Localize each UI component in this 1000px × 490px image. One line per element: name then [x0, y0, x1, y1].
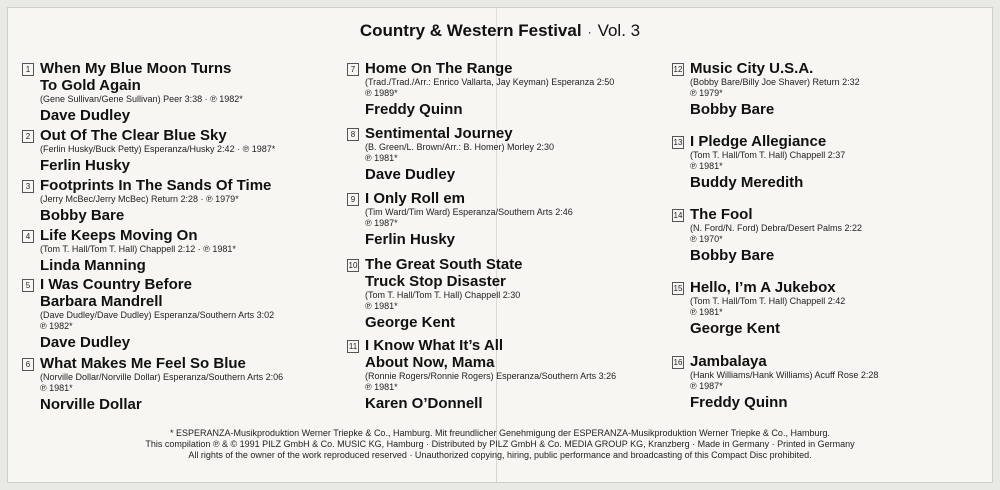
song-title: Out Of The Clear Blue Sky	[40, 127, 227, 144]
track-10	[347, 256, 657, 331]
footer-line-1: * ESPERANZA-Musikproduktion Werner Triepke & Co., Hamburg. Mit freundlicher Genehmigung der ESPERANZA-Musikproduktion Werner Triepke & Co., Hamburg.	[170, 428, 830, 438]
song-credits: (Trad./Trad./Arr.: Enrico Vallarta, Jay Keyman) Esperanza 2:50 ℗ 1989*	[365, 77, 615, 98]
song-title: Jambalaya	[690, 353, 767, 370]
song-credits: (Ronnie Rogers/Ronnie Rogers) Esperanza/Southern Arts 3:26 ℗ 1981*	[365, 371, 617, 392]
track-2	[22, 127, 342, 174]
track-number: 10	[348, 261, 358, 270]
track-6	[22, 355, 342, 413]
track-9	[347, 190, 657, 248]
track-16	[672, 353, 982, 411]
song-credits: (Bobby Bare/Billy Joe Shaver) Return 2:32 ℗ 1979*	[690, 77, 860, 98]
track-number: 14	[673, 211, 683, 220]
track-number: 7	[347, 63, 359, 76]
artist-name: Norville Dollar	[40, 396, 142, 413]
track-8	[347, 125, 657, 183]
track-number: 15	[673, 284, 683, 293]
song-title: I Was Country Before Barbara Mandrell	[40, 276, 192, 310]
track-7	[347, 60, 657, 118]
track-number: 16	[673, 358, 683, 367]
track-13	[672, 133, 982, 191]
song-title: The Great South State Truck Stop Disaster	[365, 256, 523, 290]
footer-line-3: All rights of the owner of the work reproduced reserved · Unauthorized copying, hiring, public performance and broadcasting of this Compact Disc prohibited.	[188, 450, 812, 460]
artist-name: Linda Manning	[40, 257, 146, 274]
footer-line-2: This compilation ℗ & © 1991 PILZ GmbH & Co. MUSIC KG, Hamburg · Distributed by PILZ GmbH & Co. MEDIA GROUP KG, Kranzberg · Made in Germany · Printed in Germany	[145, 439, 855, 449]
track-15	[672, 279, 982, 337]
artist-name: Bobby Bare	[690, 247, 775, 264]
song-title: Home On The Range	[365, 60, 513, 77]
track-number: 8	[347, 128, 359, 141]
song-title: Hello, I’m A Jukebox	[690, 279, 836, 296]
album-title-text: Country & Western Festival	[359, 21, 582, 40]
track-14	[672, 206, 982, 264]
copyright-footer	[8, 428, 992, 461]
artist-name: Bobby Bare	[690, 101, 775, 118]
song-credits: (Jerry McBec/Jerry McBec) Return 2:28 · ℗ 1979*	[40, 194, 239, 204]
cd-inlay-card	[7, 7, 993, 483]
artist-name: Dave Dudley	[365, 166, 456, 183]
artist-name: Bobby Bare	[40, 207, 125, 224]
song-credits: (Dave Dudley/Dave Dudley) Esperanza/Southern Arts 3:02 ℗ 1982*	[40, 310, 275, 331]
song-credits: (Norville Dollar/Norville Dollar) Esperanza/Southern Arts 2:06 ℗ 1981*	[40, 372, 284, 393]
song-credits: (Ferlin Husky/Buck Petty) Esperanza/Husky 2:42 · ℗ 1987*	[40, 144, 276, 154]
track-3	[22, 177, 342, 224]
track-number: 2	[22, 130, 34, 143]
artist-name: Freddy Quinn	[690, 394, 788, 411]
track-number: 12	[673, 65, 683, 74]
track-11	[347, 337, 657, 412]
song-title: The Fool	[690, 206, 753, 223]
song-title: I Only Roll em	[365, 190, 466, 207]
volume-label: Vol. 3	[597, 21, 641, 40]
artist-name: Dave Dudley	[40, 107, 131, 124]
artist-name: Karen O’Donnell	[365, 395, 483, 412]
song-title: Sentimental Journey	[365, 125, 513, 142]
song-credits: (Gene Sullivan/Gene Sullivan) Peer 3:38 · ℗ 1982*	[40, 94, 243, 104]
song-credits: (Hank Williams/Hank Williams) Acuff Rose 2:28 ℗ 1987*	[690, 370, 879, 391]
song-title: I Know What It’s All About Now, Mama	[365, 337, 504, 371]
song-credits: (Tim Ward/Tim Ward) Esperanza/Southern Arts 2:46 ℗ 1987*	[365, 207, 573, 228]
song-title: Footprints In The Sands Of Time	[40, 177, 272, 194]
artist-name: Ferlin Husky	[40, 157, 131, 174]
song-title: I Pledge Allegiance	[690, 133, 827, 150]
track-number: 5	[22, 279, 34, 292]
track-number: 6	[22, 358, 34, 371]
track-5	[22, 276, 342, 351]
artist-name: Dave Dudley	[40, 334, 131, 351]
track-1	[22, 60, 342, 124]
song-title: Life Keeps Moving On	[40, 227, 198, 244]
song-credits: (Tom T. Hall/Tom T. Hall) Chappell 2:12 · ℗ 1981*	[40, 244, 236, 254]
track-number: 1	[22, 63, 34, 76]
track-12	[672, 60, 982, 118]
artist-name: Buddy Meredith	[690, 174, 804, 191]
song-credits: (Tom T. Hall/Tom T. Hall) Chappell 2:30 ℗ 1981*	[365, 290, 521, 311]
title-separator: ·	[587, 24, 592, 39]
song-credits: (B. Green/L. Brown/Arr.: B. Homer) Morley 2:30 ℗ 1981*	[365, 142, 555, 163]
artist-name: Ferlin Husky	[365, 231, 456, 248]
song-credits: (N. Ford/N. Ford) Debra/Desert Palms 2:22 ℗ 1970*	[690, 223, 863, 244]
artist-name: Freddy Quinn	[365, 101, 463, 118]
track-number: 3	[22, 180, 34, 193]
song-title: Music City U.S.A.	[690, 60, 814, 77]
artist-name: George Kent	[690, 320, 781, 337]
track-number: 11	[348, 342, 358, 351]
track-number: 13	[673, 138, 683, 147]
song-title: What Makes Me Feel So Blue	[40, 355, 246, 372]
song-credits: (Tom T. Hall/Tom T. Hall) Chappell 2:37 ℗ 1981*	[690, 150, 846, 171]
track-number: 9	[347, 193, 359, 206]
song-title: When My Blue Moon Turns To Gold Again	[40, 60, 232, 94]
track-4	[22, 227, 342, 274]
artist-name: George Kent	[365, 314, 456, 331]
album-title	[8, 21, 992, 41]
track-number: 4	[22, 230, 34, 243]
song-credits: (Tom T. Hall/Tom T. Hall) Chappell 2:42 ℗ 1981*	[690, 296, 846, 317]
